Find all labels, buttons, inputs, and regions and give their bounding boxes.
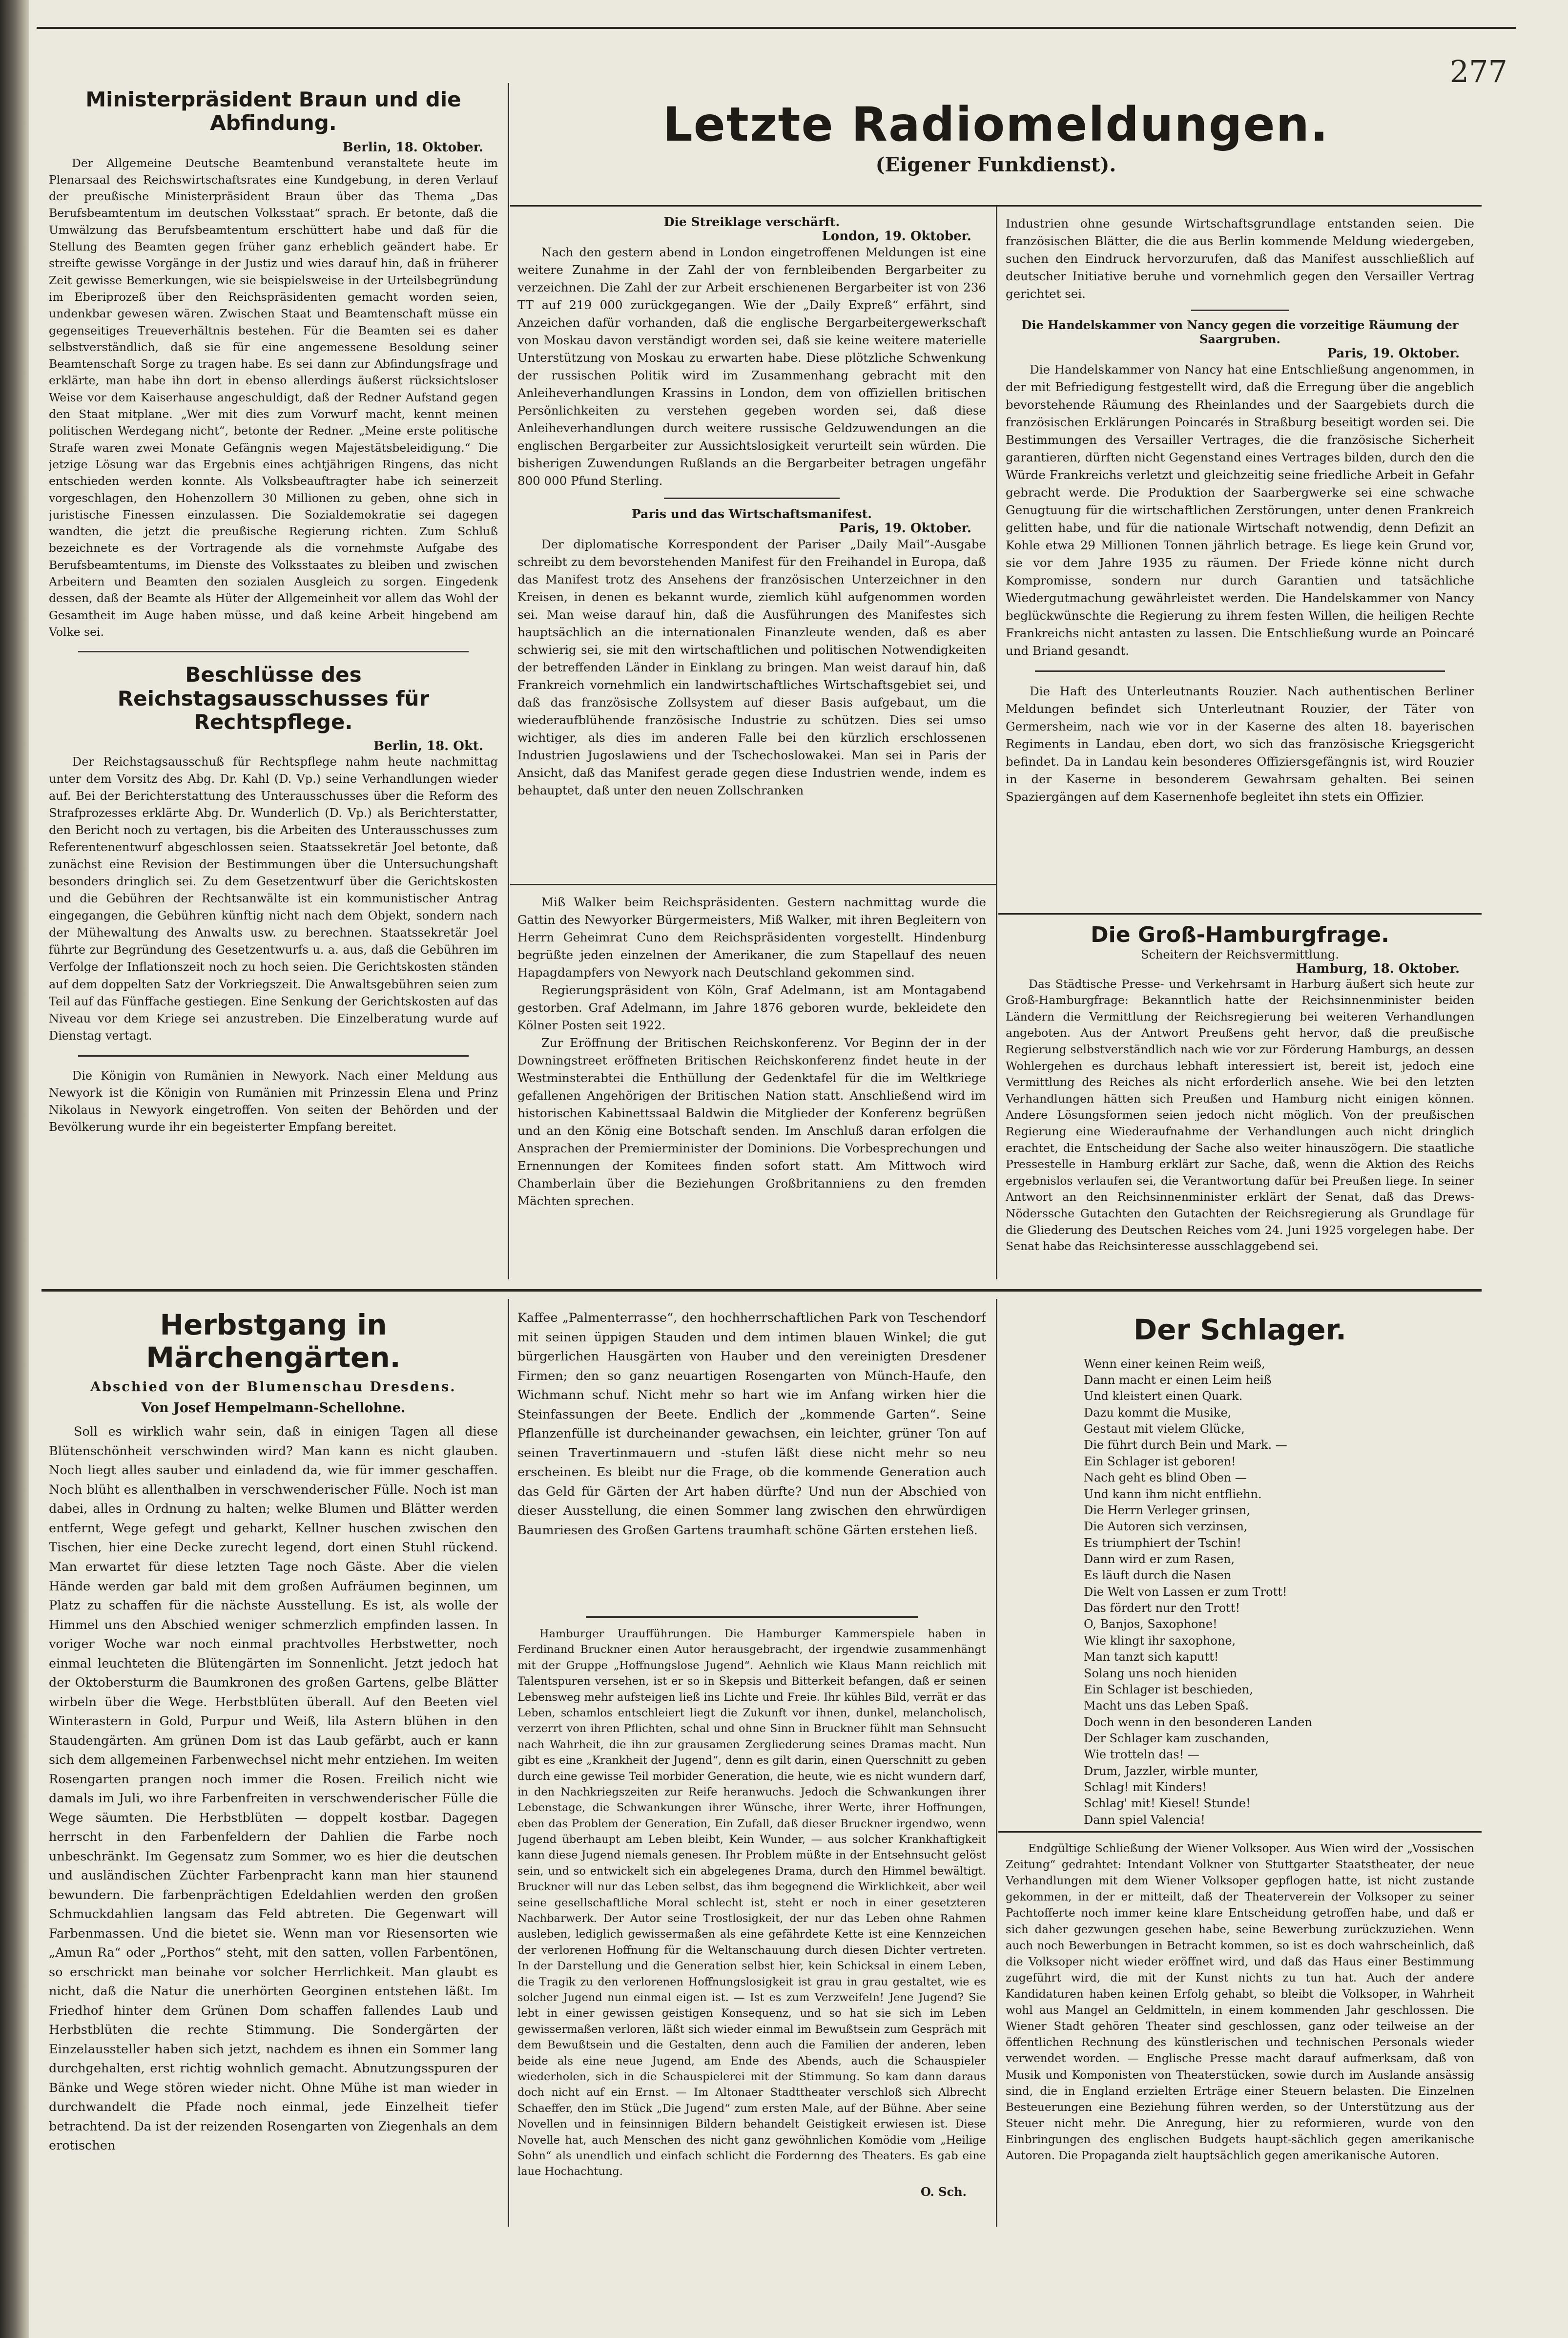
nancy-heading: Die Handelskammer von Nancy gegen die vorzeitige Räumung der Saargruben. — [1021, 318, 1459, 346]
schlager-poem: Wenn einer keinen Reim weiß, Dann macht er einen Leim heiß Und kleistert einen Quark. Dazu kommt die Musike, Gestaut mit vielem Glücke, Die führt durch Bein und Mark. — Ein Schlager ist geboren! Nach geht es blind Oben — Und kann ihm nicht entfliehn. Die Herrn Verleger grinsen, Die Autoren sich verzinsen, Es triumphiert der Tschin! Dann wird er zum Rasen, Es läuft durch die Nasen Die Welt von Lassen er zum Trott! Das fördert nur den Trott! O, Banjos, Saxophone! Wie klingt ihr saxophone, Man tanzt sich kaputt! Solang uns noch hieniden Ein Schlager ist beschieden, Macht uns das Leben Spaß. Doch wenn in den besonderen Landen Der Schlager kam zuschanden, Wie trotteln das! — Drum, Jazzler, wirble munter, Schlag! mit Kinders! Schlag' mit! Kiesel! Stunde! Dann spiel Valencia! — [1084, 1357, 1312, 1826]
rumaenien-text: Die Königin von Rumänien in Newyork. Nach einer Meldung aus Newyork ist die Königin von Rumänien mit Prinzessin Elena und Prinz Nikolaus in Newyork eingetroffen. Von seiten der Behörden und der Bevölkerung wurde ihr ein begeisterter Empfang bereitet. — [49, 1068, 498, 1134]
manifest-body — [517, 536, 986, 799]
urauffuehrung-rule — [586, 1616, 918, 1618]
braun-body — [49, 155, 498, 641]
radio-separator-3 — [1035, 670, 1445, 672]
herbst-continued-text: Kaffee „Palmenterrasse“, den hochherrschaftlichen Park von Teschendorf mit seinen üppigen Stauden und dem intimen blauen Winkel; die gut bürgerlichen Hausgärten von Hauber und den vereinigten Dresdener Firmen; den so ganz neuartigen Rosengarten von Münch-Haufe, den Wichmann schuf. Nicht mehr so hart wie im Anfang wirken hier die Steinfassungen der Beete. Endlich der „kommende Garten“. Seine Pflanzenfülle ist durcheinander gewachsen, ein leichter, grüner Ton auf seinen Travertinmauern und -stufen läßt diese nicht mehr so neu erscheinen. Es bleibt nur die Frage, ob die kommende Generation auch das Geld für Gärten der Art haben dürfte? Und nun der Abschied von dieser Ausstellung, die einen Sommer lang zwischen den ehrwürdigen Baumriesen des Großen Gartens traumhaft schöne Gärten erstehen ließ. — [517, 1311, 986, 1538]
rouzier-body — [1006, 683, 1474, 806]
schlager-title: Der Schlager. — [1134, 1314, 1346, 1346]
braun-text: Der Allgemeine Deutsche Beamtenbund veranstaltete heute im Plenarsaal des Reichswirtschaftsrates eine Kundgebung, in deren Verlauf der preußische Ministerpräsident Braun über das Thema „Das Berufsbeamtentum im deutschen Volksstaat“ sprach. Er betonte, daß die Umwälzung das Berufsbeamtentum erschüttert habe und daß für die Stellung des Beamten gegen früher ganz erheblich geändert habe. Er streifte gewisse Vorgänge in der Justiz und wies darauf hin, daß in früherer Zeit gewisse Bemerkungen, wie sie beispielsweise in der Urteilsbegründung im Eberiprozeß über den Reichspräsidenten gemacht worden seien, undenkbar gewesen wären. Zwischen Staat und Beamtenschaft müsse ein gegenseitiges Treueverhältnis bestehen. Für die Beamten sei es daher selbstverständlich, daß sie für eine angemessene Besoldung seiner Beamtenschaft Sorge zu tragen habe. Es sei dann zur Abfindungsfrage und erklärte, man habe ihn dort in ebenso allerdings äußerst rücksichtsloser Weise vor dem Kaiserhause angeschuldigt, daß der Redner Aufstand gegen den Staat mitplane. „Wer mit dies zum Vorwurf macht, kennt meinen politischen Werdegang nicht“, betonte der Redner. „Meine erste politische Strafe waren zwei Monate Gefängnis wegen Majestätsbeleidigung.“ Die jetzige Lösung war das Ergebnis eines achtjährigen Ringens, das nicht entschieden werden konnte. Als Volksbeauftragter habe ich seinerzeit vorgeschlagen, den Hohenzollern 30 Millionen zu geben, ohne sich in juristische Finessen einzulassen. Die Sozialdemokratie sei dagegen wandten, die jetzt die preußische Regierung richten. Zum Schluß bezeichnete es der Vortragende als die vornehmste Aufgabe des Berufsbeamtentums, im Dienste des Volksstaates zu bleiben und zwischen Arbeitern und Beamten den sozialen Ausgleich zu sorgen. Eingedenk dessen, daß der Beamte als Hüter der Allgemeinheit vor allem das Wohl der Gesamtheit im Auge haben müsse, und daß keine Arbeit hingebend am Volke sei. — [49, 156, 498, 639]
urauffuehrung-text: Hamburger Uraufführungen. Die Hamburger Kammerspiele haben in Ferdinand Bruckner einen Autor herausgebracht, der irgendwie zusammenhängt mit der Gruppe „Hoffnungslose Jugend“. Aehnlich wie Klaus Mann reichlich mit Talentspuren versehen, ist er so in Skepsis und Bitterkeit befangen, daß er seinen Lebensweg mehr aufsteigen ließ ins Lichte und Freie. Ihr kühles Bild, verrät er das Leben, schamlos entschleiert liegt die Zukunft vor ihnen, dunkel, melancholisch, verzerrt von ihren Pflichten, schal und ohne Sinn in Bruckner fühlt man Sehnsucht nach Wahrheit, die ihn zur grausamen Zergliederung seines Dramas macht. Nun gibt es eine „Krankheit der Jugend“, denn es gilt darin, einen Querschnitt zu geben durch eine gewisse Teil morbider Generation, die heute, wie es nicht wundern darf, in den Nachkriegszeiten zur Reife heranwuchs. Jedoch die Schwankungen ihrer Lebenstage, die Schwankungen ihrer Wünsche, ihrer Werte, ihrer Hoffnungen, eben das Problem der Generation, Ein Zufall, daß dieser Bruckner irgendwo, wenn Jugend überhaupt am Leben bleibt, Kein Wunder, — aus solcher Krankhaftigkeit kann diese Jugend niemals genesen. Ihr Problem müßte in der Entsehnsucht gelöst sein, und so entwickelt sich ein abgelegenes Drama, durch den Himmel bewältigt. Bruckner will nur das Leben selbst, das ihm begegnend die Wirklichkeit, aber weil seine gesellschaftliche Moral schlecht ist, steht er noch in einer gesetzteren Nachbarwerk. Der Autor seine Trostlosigkeit, der nur das Leben ohne Rahmen ausleben, lediglich gewissermaßen als eine gefährdete Kette ist eine Kennzeichen der verlorenen Hoffnung für die Weltanschauung durch diesen Dichter vertreten. In der Darstellung und die Generation selbst hier, kein Schicksal in einem Leben, die Tragik zu den verlorenen Hoffnungslosigkeit ist grau in grau gestaltet, wie es solcher Jugend nun einmal eigen ist. — Ist es zum Verzweifeln! Jene Jugend? Sie lebt in einer gewissen geistigen Konsequenz, und so hat sie sich im Leben gewissermaßen verloren, läßt sich wieder einmal im Bewußtsein zum Gespräch mit dem Bewußtsein und die Gestalten, denn auch die Familien der anderen, leben beide als eine neue Jugend, am Ende des Abends, auch die Schauspieler wiederholen, sich in die Schauspielerei mit der Stimmung. So kam dann daraus doch nicht auf ein Ernst. — Im Altonaer Stadttheater verschloß sich Albrecht Schaeffer, den im Stück „Die Jugend“ zum ersten Male, auf der Bühne. Aber seine Novellen und in feinsinnigen Bildern behandelt Geistigkeit erwiesen ist. Diese Novelle hat, auch Menschen des nicht ganz gewöhnlichen Komödie vom „Heilige Sohn“ als unendlich und einfach schlicht die Fordernng des Theaters. Es gab eine laue Hochachtung. — [517, 1628, 986, 2178]
column-rule-1 — [508, 83, 509, 1279]
rumaenien-body — [49, 1067, 498, 1136]
walker-text: Miß Walker beim Reichspräsidenten. Gestern nachmittag wurde die Gattin des Newyorker Bürgermeisters, Miß Walker, mit ihren Begleitern von Herrn Geheimrat Cuno dem Reichspräsidenten vorgestellt. Hindenburg begrüßte jeden einzelnen der Amerikaner, die zum Stapellauf des neuen Hapagdampfers von Newyork nach Deutschland gekommen sind. — [517, 895, 986, 980]
streiklage-body — [517, 244, 986, 490]
urauffuehrung-body — [517, 1626, 986, 2180]
volksoper-body — [1006, 1841, 1474, 2164]
urauffuehrung-signature: O. Sch. — [921, 2184, 967, 2199]
manifest-dateline: Paris, 19. Oktober. — [839, 521, 971, 536]
hamburg-dateline: Hamburg, 18. Oktober. — [1296, 961, 1460, 976]
nancy-dateline: Paris, 19. Oktober. — [1327, 346, 1460, 361]
middle-rule — [510, 884, 996, 885]
column-rule-2 — [996, 205, 997, 1279]
section-rule — [41, 1289, 1482, 1292]
herbst-subtitle: Abschied von der Blumenschau Dresdens. — [90, 1379, 456, 1395]
top-rule — [37, 27, 1516, 29]
adelmann-body — [517, 981, 986, 1034]
column-rule-3 — [508, 1299, 509, 2227]
hamburg-column — [1006, 923, 1474, 1284]
reichstag-title: Beschlüsse des Reichstagsausschusses für Rechtspflege. — [117, 663, 430, 734]
herbst-author: Von Josef Hempelmann-Schellohne. — [141, 1400, 406, 1416]
radio-continued-body — [1006, 215, 1474, 303]
hamburg-body — [1006, 976, 1474, 1255]
hamburg-rule — [998, 913, 1482, 915]
left-separator-1 — [78, 651, 469, 652]
schlager-bottom-rule — [998, 1831, 1482, 1833]
middle-news-column — [517, 894, 986, 1279]
reichskonferenz-text: Zur Eröffnung der Britischen Reichskonferenz. Vor Beginn der in der Downingstreet eröffneten Britischen Reichskonferenz findet heute in der Westminsterabtei die Enthüllung der Gedenktafel für die im Weltkriege gefallenen Angehörigen der Britischen Nation statt. Anschließend wird im historischen Kabinettssaal Baldwin die Mitglieder der Konferenz begrüßen und an den König eine Botschaft senden. Im Anschluß daran erfolgen die Ansprachen der Premierminister der Dominions. Die Vorbesprechungen und Ernennungen der Komitees finden sofort statt. Am Mittwoch wird Chamberlain über die Beziehungen Großbritanniens zu den fremden Mächten sprechen. — [517, 1036, 986, 1208]
reichstag-dateline: Berlin, 18. Okt. — [373, 739, 483, 754]
reichstag-body — [49, 753, 498, 1044]
left-column — [49, 88, 498, 1279]
herbst-body — [49, 1422, 498, 2156]
radio-continued-text: Industrien ohne gesunde Wirtschaftsgrundlage entstanden seien. Die französischen Blätter, die die aus Berlin kommende Meldung wiedergeben, suchen den Eindruck hervorzurufen, daß das Manifest ausschließlich auf deutscher Initiative beruhe und vornehmlich gegen den Versailler Vertrag gerichtet sei. — [1006, 216, 1474, 301]
volksoper-text: Endgültige Schließung der Wiener Volksoper. Aus Wien wird der „Vossischen Zeitung“ gedrahtet: Intendant Volkner von Stuttgarter Staatstheater, der neue Verhandlungen mit dem Wiener Volksoper gepflogen hatte, ist nicht zustande gekommen, in der er mitteilt, daß der Theaterverein der Volksoper zu seiner Pachtofferte noch immer keine klare Entscheidung getroffen habe, und daß er sich daher gezwungen gesehen habe, seine Bewerbung zurückzuziehen. Wenn auch noch Bewerbungen in Betracht kommen, so ist es doch wahrscheinlich, daß die Volksoper nicht wieder eröffnet wird, und daß das Haus einer Bestimmung zugeführt wird, die mit der Kunst nichts zu tun hat. Auch der andere Kandidaturen haben keinen Erfolg gehabt, so bleibt die Volksoper, in Wahrheit wohl aus Mangel an Geldmitteln, in einem kommenden Jahr geschlossen. Die Wiener Stadt gehören Theater sind geschlossen, ganz oder teilweise an der öffentlichen Rechnung des künstlerischen und technischen Personals wieder verwendet worden. — Englische Presse macht darauf aufmerksam, daß von Musik und Komponisten von Theaterstücken, sowie durch im Auslande ansässig sind, die in England erzielten Erträge einer Steuern belasten. Die Einzelnen Besteuerungen eine Beziehung führen werden, so der Unterstützung aus der Steuer nicht mehr. Die Anregung, hier zu reformieren, wurde von den Einbringungen des englischen Budgets haupt-sächlich gegen amerikanische Autoren. Die Propaganda zielt hauptsächlich gegen amerikanische Autoren. — [1006, 1842, 1474, 2163]
schlager-column — [1006, 1314, 1474, 1826]
binding-edge — [0, 0, 29, 2338]
braun-dateline: Berlin, 18. Oktober. — [342, 140, 483, 155]
radio-separator-1 — [664, 498, 840, 499]
radio-separator-2 — [1191, 310, 1289, 311]
streiklage-text: Nach den gestern abend in London eingetroffenen Meldungen ist eine weitere Zunahme in der Zahl der von fernbleibenden Bergarbeiter zu verzeichnen. Die Zahl der zur Arbeit erschienenen Bergarbeiter ist von 236 TT auf 219 000 zurückgegangen. Wie der „Daily Expreß“ erfährt, sind Anzeichen dafür vorhanden, daß die englische Bergarbeitergewerkschaft von Moskau davon verständigt worden sei, daß sie keine weitere materielle Unterstützung von Moskau zu erwarten habe. Diese plötzliche Schwenkung der russischen Politik wird im Zusammenhang gebracht mit den Anleiheverhandlungen Krassins in London, dem von offiziellen britischen Persönlichkeiten zu verstehen gegeben worden sei, daß diese Anleiheverhandlungen durch weitere russische Geldzuwendungen an die englischen Bergarbeiter zur Aussichtslosigkeit verurteilt sein würden. Die bisherigen Zuwendungen Rußlands an die Bergarbeiter betragen ungefähr 800 000 Pfund Sterling. — [517, 245, 986, 488]
radio-header — [517, 98, 1474, 200]
column-rule-4 — [996, 1299, 997, 2227]
urauffuehrung-column — [517, 1626, 986, 2236]
adelmann-text: Regierungspräsident von Köln, Graf Adelmann, ist am Montagabend gestorben. Graf Adelmann, im Jahre 1876 geboren wurde, bekleidete den Kölner Posten seit 1922. — [517, 983, 986, 1032]
nancy-text: Die Handelskammer von Nancy hat eine Entschließung angenommen, in der mit Befriedigung festgestellt wird, daß die Erregung über die angeblich bevorstehende Räumung des Rheinlandes und der Saargebiets durch die französischen Erklärungen Poincarés in Straßburg beseitigt worden sei. Die Bestimmungen des Versailler Vertrages, die die französische Sicherheit garantieren, dürften nicht Gegenstand eines Vertrages bilden, durch den die Würde Frankreichs verletzt und gleichzeitig seine friedliche Arbeit in Gefahr gebracht werde. Die Produktion der Saarbergwerke sei eine schwache Genugtuung für die wirtschaftlichen Zerstörungen, unter denen Frankreich gelitten habe, und für die nationale Wirtschaft notwendig, denn Defizit an Kohle etwa 29 Millionen Tonnen jährlich betrage. Es liege kein Grund vor, sie vor dem Jahre 1935 zu räumen. Der Friede könne nicht durch Kompromisse, sondern nur durch Garantien und tatsächliche Wiedergutmachung gewährleistet werden. Die Handelskammer von Nancy beglückwünschte die Regierung zu ihrem festen Willen, die heiligen Rechte Frankreichs nicht antasten zu lassen. Die Entschließung wurde an Poincaré und Briand gesandt. — [1006, 362, 1474, 658]
rouzier-text: Die Haft des Unterleutnants Rouzier. Nach authentischen Berliner Meldungen befindet sich Unterleutnant Rouzier, der Täter von Germersheim, nach wie vor in der Kaserne des alten 18. bayerischen Regiments in Landau, eben dort, wo sich das französische Kriegsgericht befindet. Da in Landau kein besonderes Offiziersgefängnis ist, wird Rouzier in der Kaserne in besonderem Gewahrsam gehalten. Bei seinen Spaziergängen auf dem Kasernenhofe begleitet ihn stets ein Offizier. — [1006, 684, 1474, 804]
hamburg-subtitle: Scheitern der Reichsvermittlung. — [1141, 947, 1339, 961]
radio-column-1 — [517, 215, 986, 879]
volksoper-column — [1006, 1841, 1474, 2236]
radio-column-2 — [1006, 215, 1474, 903]
herbst-column-1 — [49, 1309, 498, 2236]
reichskonferenz-body — [517, 1034, 986, 1210]
walker-body — [517, 894, 986, 981]
hamburg-title: Die Groß-Hamburgfrage. — [1091, 923, 1389, 947]
left-separator-2 — [78, 1055, 469, 1057]
nancy-body — [1006, 361, 1474, 660]
radio-title-rule — [510, 205, 1482, 207]
page-number: 277 — [1449, 54, 1507, 89]
herbst-continued-body — [517, 1309, 986, 1540]
radio-title: Letzte Radiomeldungen. — [662, 98, 1329, 152]
herbst-text: Soll es wirklich wahr sein, daß in einigen Tagen all diese Blütenschönheit verschwinden wird? Man kann es nicht glauben. Noch liegt alles sauber und einladend da, wie für immer geschaffen. Noch blüht es allenthalben in verschwenderischer Fülle. Noch ist man dabei, alles in Ordnung zu halten; welke Blumen und Blätter werden entfernt, Wege gefegt und geharkt, Kellner huschen zwischen den Tischen, hier eine Decke zurecht legend, dort einen Stuhl rückend. Man erwartet für diese letzten Tage noch Gäste. Aber die vielen Hände werden gar bald mit dem großen Aufräumen beginnen, um Platz zu schaffen für die nächste Ausstellung. Es ist, als wolle der Himmel uns den Abschied weniger schmerzlich empfinden lassen. In voriger Woche war noch einmal prachtvolles Herbstwetter, noch einmal leuchteten die Blütengärten im Sonnenlicht. Jetzt jedoch hat der Oktobersturm die Baumkronen des großen Gartens, gelbe Blätter wirbeln über die Wege. Herbstblüten überall. Auf den Beeten viel Winterastern in Gold, Purpur und Weiß, lila Astern blühen in den Staudengärten. Am grünen Dom ist das Laub gefärbt, auch er kann sich dem allgemeinen Farbenwechsel nicht mehr entziehen. Im weiten Rosengarten prangen noch immer die Rosen. Freilich nicht wie damals im Juli, wo ihre Farbenfreiten in verschwenderischer Fülle die Wege säumten. Die Herbstblüten — doppelt kostbar. Dagegen herrscht in den Farbenfeldern der Dahlien die Farbe noch unbeschränkt. Im Gegensatz zum Sommer, wo es hier die deutschen und ausländischen Züchter Farbenpracht kann man hier staunend bewundern. Die farbenprächtigen Edeldahlien werden den großen Schmuckdahlien langsam das Feld abtreten. Die Gegenwart will Farbenmassen. Und die bietet sie. Wenn man vor Riesensorten wie „Amun Ra“ oder „Porthos“ steht, mit den satten, vollen Farbentönen, so erschrickt man beinahe vor solcher Herrlichkeit. Man glaubt es nicht, daß die Natur die unerhörten Georginen entstehen läßt. Im Friedhof hinter dem Grünen Dom schaffen fallendes Laub und Herbstblüten die rechte Stimmung. Die Sondergärten der Einzelaussteller haben sich jetzt, nachdem es ihnen ein Sommer lang durchgehalten, erst richtig wohnlich gemacht. Abnutzungsspuren der Bänke und Wege stören wieder nicht. Ohne Mühe ist man wieder in durchwandelt die Pfade noch einmal, jede Einzelheit tiefer betrachtend. Da ist der reizenden Rosengarten von Ziegenhals an dem erotischen — [49, 1424, 498, 2153]
herbst-column-2 — [517, 1309, 986, 1602]
manifest-heading: Paris und das Wirtschaftsmanifest. — [632, 507, 872, 521]
streiklage-dateline: London, 19. Oktober. — [822, 229, 971, 244]
hamburg-text: Das Städtische Presse- und Verkehrsamt in Harburg äußert sich heute zur Groß-Hamburgfrage: Bekanntlich hatte der Reichsinnenminister beiden Ländern die Vermittlung der Reichsregierung bei weiteren Verhandlungen angeboten. Aus der Antwort Preußens geht hervor, daß die preußische Regierung selbstverständlich nach wie vor zur Förderung Hamburgs, an dessen Wohlergehen es durchaus lebhaft interessiert ist, bereit ist, jedoch eine Vermittlung des Reiches als nicht erforderlich ansehe. Wie bei den letzten Verhandlungen hätten sich Preußen und Hamburg nicht einigen können. Andere Lösungsformen seien jedoch nicht möglich. Von der preußischen Regierung eine Wiederaufnahme der Verhandlungen auch nicht dringlich erachtet, die Entscheidung der Sache also weiter hinauszögern. Die staatliche Pressestelle in Hamburg erklärt zur Sache, daß, wenn die Aktion des Reichs ergebnislos verlaufen sei, die Verantwortung dafür bei Preußen liege. In seiner Antwort an den Reichsinnenminister erklärt der Senat, daß das Drews-Nöderssche Gutachten den Gutachten der Reichsregierung als Grundlage für die Gliederung des Deutschen Reiches vom 24. Juni 1925 vorgelegen habe. Der Senat habe das Reichsinteresse ausschlaggebend sei. — [1006, 977, 1474, 1253]
radio-subtitle: (Eigener Funkdienst). — [875, 153, 1116, 177]
braun-title: Ministerpräsident Braun und die Abfindung. — [85, 88, 461, 135]
manifest-text: Der diplomatische Korrespondent der Pariser „Daily Mail“-Ausgabe schreibt zu dem bevorstehenden Manifest für den Freihandel in Europa, daß das Manifest trotz des Ansehens der französischen Unterzeichner in den Kreisen, in denen es bekannt wurde, ziemlich kühl aufgenommen worden sei. Man weise darauf hin, daß die Ausführungen des Manifestes sich hauptsächlich an die internationalen Finanzleute wenden, daß es aber schwierig sei, sie mit den wirtschaftlichen und politischen Notwendigkeiten der betreffenden Länder in Einklang zu bringen. Man weist darauf hin, daß Frankreich vornehmlich ein landwirtschaftliches Wirtschaftsgebiet sei, und daß das französische Zollsystem auf dieser Basis aufgebaut, um die wiederaufblühende französische Industrie zu schützen. Dies sei umso wichtiger, als dies im anderen Falle bei den kürzlich erschlossenen Industrien Jugoslawiens und der Tschechoslowakei. Man sei in Paris der Ansicht, daß das Manifest gerade gegen diese Industrien wende, indem es behauptet, daß unter den neuen Zollschranken — [517, 537, 986, 797]
herbst-title: Herbstgang in Märchengärten. — [146, 1309, 401, 1374]
streiklage-heading: Die Streiklage verschärft. — [663, 215, 840, 229]
reichstag-text: Der Reichstagsausschuß für Rechtspflege nahm heute nachmittag unter dem Vorsitz des Abg. Dr. Kahl (D. Vp.) seine Verhandlungen wieder auf. Bei der Berichterstattung des Unterausschusses über die Reform des Strafprozesses erklärte Abg. Dr. Wunderlich (D. Vp.) als Berichterstatter, den Bericht noch zu vertagen, bis die Arbeiten des Unterausschusses zum Referentenentwurf abgeschlossen seien. Staatssekretär Joel betonte, daß zunächst eine Revision der Bestimmungen über die Untersuchungshaft besonders dringlich sei. Zu dem Gesetzentwurf über die Gerichtskosten und die Gebühren der Rechtsanwälte ist ein kommunistischer Antrag eingegangen, die Gebühren künftig nicht nach dem Objekt, sondern nach der Mühewaltung des Anwalts usw. zu berechnen. Staatssekretär Joel führte zur Begründung des Gesetzentwurfs u. a. aus, daß die Gebühren im Verfolge der Inflationszeit noch zu hoch seien. Die Gerichtskosten ständen auf dem doppelten Satz der Vorkriegszeit. Die Anwaltsgebühren seien zum Teil auf das Fünffache gestiegen. Eine Senkung der Gerichtskosten auf das Niveau vor dem Kriege sei anzustreben. Die Einzelberatung wurde auf Dienstag vertagt. — [49, 755, 498, 1043]
